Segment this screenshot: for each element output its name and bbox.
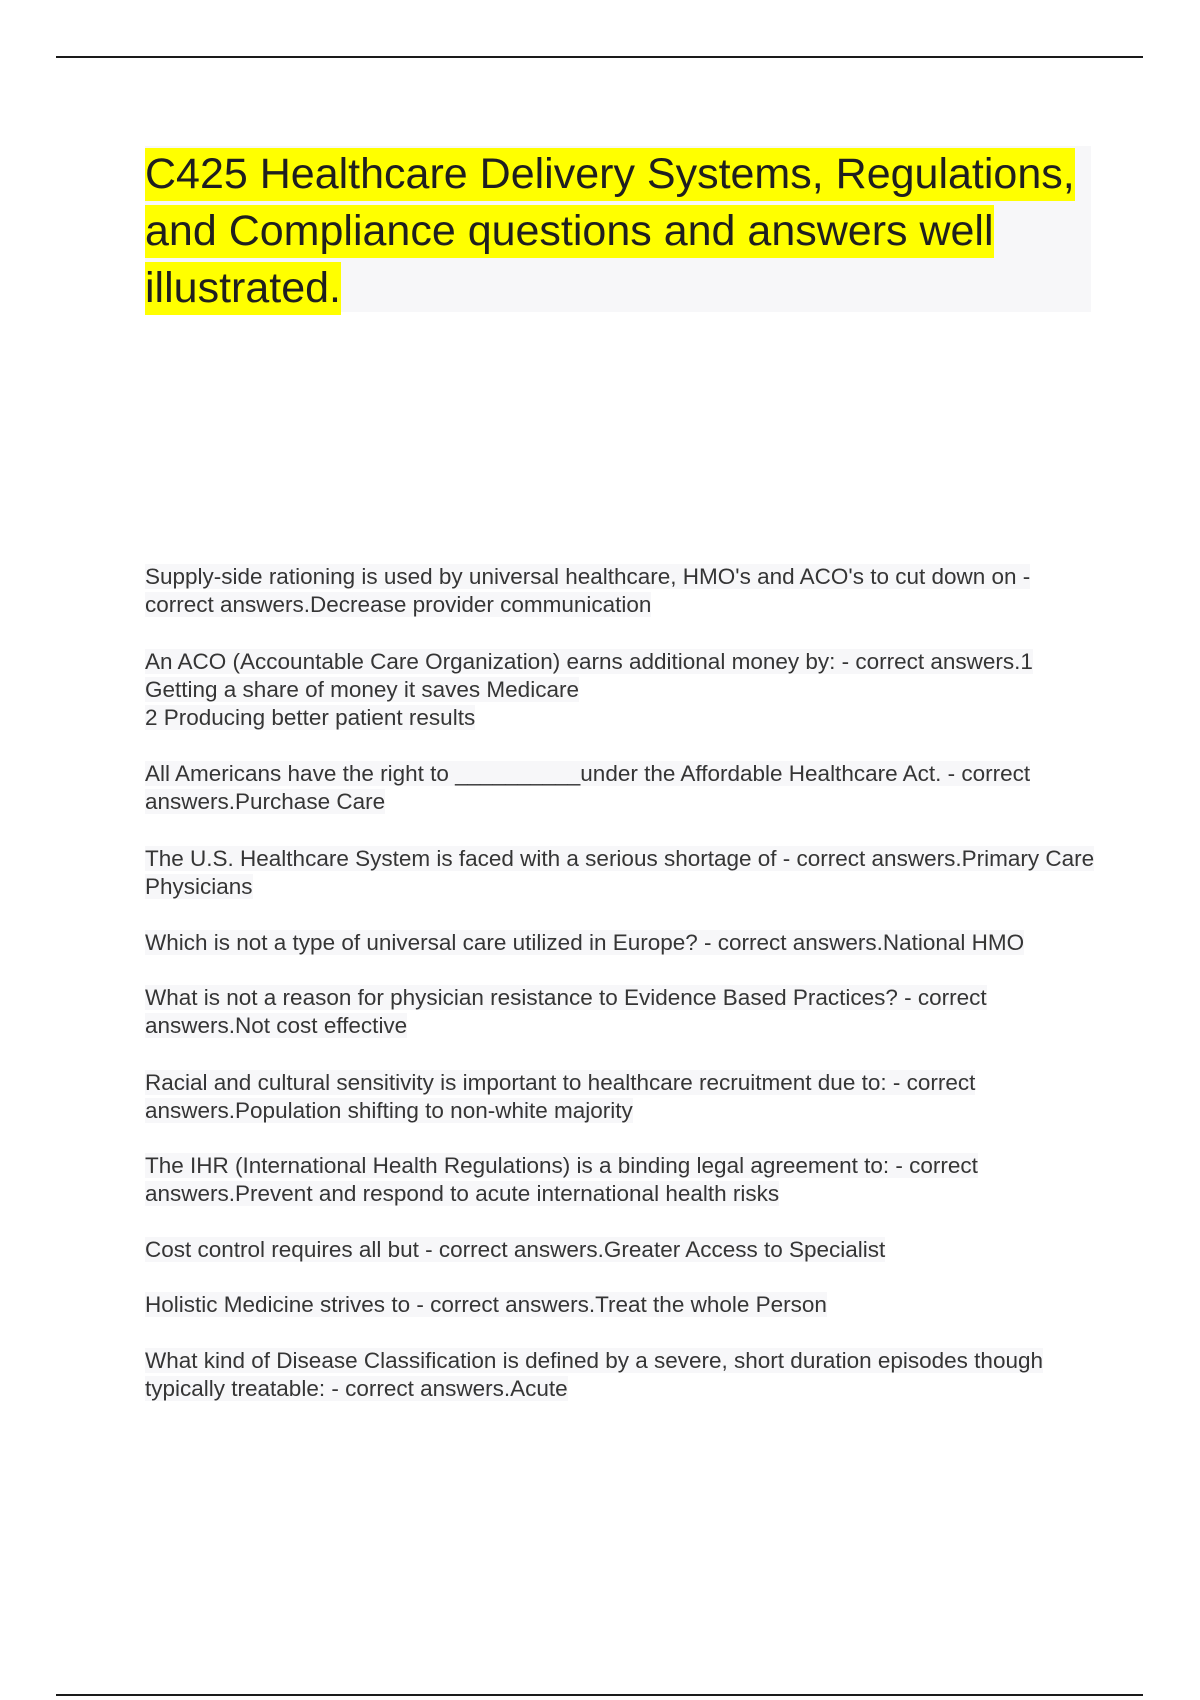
qa-item [145,1347,1095,1403]
bottom-rule [56,1694,1143,1696]
qa-item [145,760,1095,816]
qa-item [145,929,1095,957]
top-rule [56,56,1143,58]
title-block [145,146,1091,312]
qa-text: The IHR (International Health Regulations) is a binding legal agreement to: - correct answers.Prevent and respond to acute international health risks [145,1153,978,1206]
qa-item [145,648,1095,732]
document-title [145,146,1091,317]
qa-item [145,1069,1095,1125]
title-highlight: C425 Healthcare Delivery Systems, Regulations, and Compliance questions and answers well illustrated. [145,148,1075,315]
qa-text: Racial and cultural sensitivity is important to healthcare recruitment due to: - correct answers.Population shifting to non-white majority [145,1070,976,1123]
qa-item [145,1236,1095,1264]
qa-text: Which is not a type of universal care utilized in Europe? - correct answers.National HMO [145,930,1025,955]
qa-text: An ACO (Accountable Care Organization) earns additional money by: - correct answers.1 Getting a share of money it saves Medicare 2 Producing better patient results [145,649,1033,730]
qa-item [145,845,1095,901]
qa-text: What kind of Disease Classification is defined by a severe, short duration episodes though typically treatable: - correct answers.Acute [145,1348,1044,1401]
qa-text: What is not a reason for physician resistance to Evidence Based Practices? - correct answers.Not cost effective [145,985,987,1038]
qa-text: The U.S. Healthcare System is faced with a serious shortage of - correct answers.Primary Care Physicians [145,846,1095,899]
qa-text: Holistic Medicine strives to - correct answers.Treat the whole Person [145,1292,827,1317]
qa-item [145,984,1095,1040]
qa-list [145,563,1095,1403]
qa-item [145,1152,1095,1208]
qa-text: Cost control requires all but - correct answers.Greater Access to Specialist [145,1237,886,1262]
qa-item [145,563,1095,619]
qa-text: Supply-side rationing is used by universal healthcare, HMO's and ACO's to cut down on - correct answers.Decrease provider communication [145,564,1031,617]
qa-text: All Americans have the right to __________under the Affordable Healthcare Act. - correct answers.Purchase Care [145,761,1031,814]
qa-item [145,1291,1095,1319]
